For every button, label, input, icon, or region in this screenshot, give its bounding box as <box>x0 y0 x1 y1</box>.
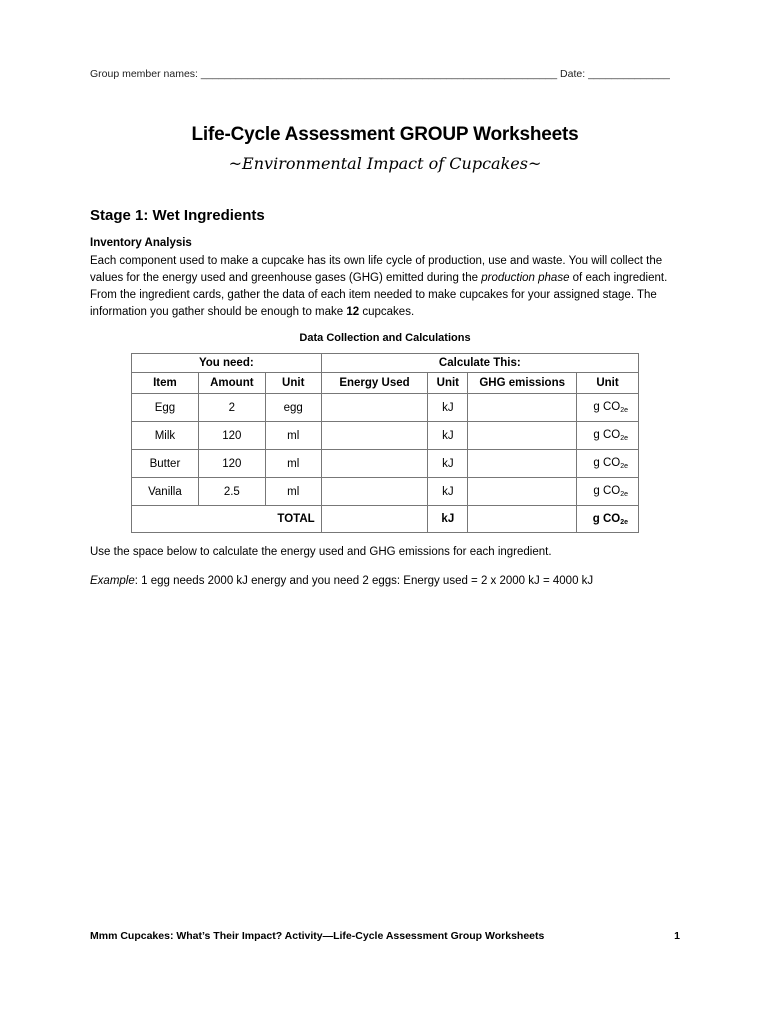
intro-paragraph <box>90 253 680 321</box>
amount-cell: 2.5 <box>198 478 265 506</box>
ghg-unit-cell <box>577 450 639 478</box>
column-header-item: Item <box>132 373 199 394</box>
cupcake-count: 12 <box>346 306 360 318</box>
ghg-emissions-cell[interactable] <box>468 450 577 478</box>
item-cell: Vanilla <box>132 478 199 506</box>
total-energy-cell[interactable] <box>321 506 428 533</box>
energy-unit-cell: kJ <box>428 478 468 506</box>
inventory-analysis-heading: Inventory Analysis <box>90 237 192 249</box>
page-number: 1 <box>674 930 680 942</box>
total-ghg-unit-text: g CO <box>592 512 621 525</box>
energy-unit-cell: kJ <box>428 394 468 422</box>
footer-text: Mmm Cupcakes: What’s Their Impact? Activity—Life-Cycle Assessment Group Worksheets <box>90 930 545 942</box>
item-cell: Butter <box>132 450 199 478</box>
ghg-emissions-cell[interactable] <box>468 422 577 450</box>
ghg-unit-cell <box>577 422 639 450</box>
paragraph-text-2: of each ingredient. From the ingredient cards, gather the data of each item needed to make cupcakes for your assigned stage. The information you gather should be enough to make <box>90 272 668 318</box>
paragraph-text-1: Each component used to make a cupcake has its own life cycle of production, use and waste. You will collect the values for the energy used and greenhouse gases (GHG) emitted during the <box>90 255 663 284</box>
total-energy-unit-cell: kJ <box>428 506 468 533</box>
column-header-amount: Amount <box>198 373 265 394</box>
table-caption: Data Collection and Calculations <box>299 332 471 344</box>
ghg-unit-text: g CO <box>593 401 621 413</box>
column-header-energy-unit: Unit <box>428 373 468 394</box>
calculation-instructions: Use the space below to calculate the energy used and GHG emissions for each ingredient. <box>90 546 552 558</box>
calculate-this-header: Calculate This: <box>321 354 638 373</box>
table-row <box>132 422 639 450</box>
amount-cell: 120 <box>198 450 265 478</box>
total-ghg-cell[interactable] <box>468 506 577 533</box>
column-header-energy-used: Energy Used <box>321 373 428 394</box>
unit-cell: ml <box>265 478 321 506</box>
total-ghg-unit-subscript: 2e <box>620 518 628 526</box>
ghg-emissions-cell[interactable] <box>468 478 577 506</box>
ghg-unit-subscript: 2e <box>620 407 628 414</box>
page-subtitle: ~Environmental Impact of Cupcakes~ <box>228 154 542 173</box>
total-label: TOTAL <box>132 506 322 533</box>
column-header-unit: Unit <box>265 373 321 394</box>
table-row <box>132 394 639 422</box>
energy-used-cell[interactable] <box>321 478 428 506</box>
ghg-unit-subscript: 2e <box>620 435 628 442</box>
date-blank: ______________ <box>588 68 670 80</box>
ghg-unit-cell <box>577 394 639 422</box>
ghg-emissions-cell[interactable] <box>468 394 577 422</box>
total-ghg-unit-cell <box>577 506 639 533</box>
you-need-header: You need: <box>132 354 322 373</box>
ghg-unit-cell <box>577 478 639 506</box>
energy-used-cell[interactable] <box>321 394 428 422</box>
table-column-header-row <box>132 373 639 394</box>
table-row <box>132 478 639 506</box>
group-members-blank: _____________________________________________________________ <box>200 68 558 80</box>
data-table <box>131 353 639 533</box>
date-label: Date: <box>560 68 586 80</box>
energy-used-cell[interactable] <box>321 450 428 478</box>
example-label: Example <box>90 575 135 587</box>
column-header-ghg-emissions: GHG emissions <box>468 373 577 394</box>
ghg-unit-text: g CO <box>593 457 621 469</box>
unit-cell: egg <box>265 394 321 422</box>
energy-used-cell[interactable] <box>321 422 428 450</box>
amount-cell: 120 <box>198 422 265 450</box>
energy-unit-cell: kJ <box>428 450 468 478</box>
section-heading: Stage 1: Wet Ingredients <box>90 207 265 224</box>
energy-unit-cell: kJ <box>428 422 468 450</box>
ghg-unit-text: g CO <box>593 429 621 441</box>
header-line <box>90 68 680 80</box>
unit-cell: ml <box>265 422 321 450</box>
unit-cell: ml <box>265 450 321 478</box>
table-row <box>132 450 639 478</box>
item-cell: Egg <box>132 394 199 422</box>
table-group-header-row <box>132 354 639 373</box>
item-cell: Milk <box>132 422 199 450</box>
page-title: Life-Cycle Assessment GROUP Worksheets <box>191 124 579 145</box>
paragraph-emphasis: production phase <box>481 272 570 284</box>
amount-cell: 2 <box>198 394 265 422</box>
example-text: : 1 egg needs 2000 kJ energy and you need 2 eggs: Energy used = 2 x 2000 kJ = 4000 kJ <box>134 575 594 587</box>
ghg-unit-subscript: 2e <box>620 491 628 498</box>
ghg-unit-text: g CO <box>593 485 621 497</box>
paragraph-text-3: cupcakes. <box>359 306 415 318</box>
ghg-unit-subscript: 2e <box>620 463 628 470</box>
example-line <box>90 575 690 587</box>
column-header-ghg-unit: Unit <box>577 373 639 394</box>
table-total-row <box>132 506 639 533</box>
group-members-label: Group member names: <box>90 68 198 80</box>
